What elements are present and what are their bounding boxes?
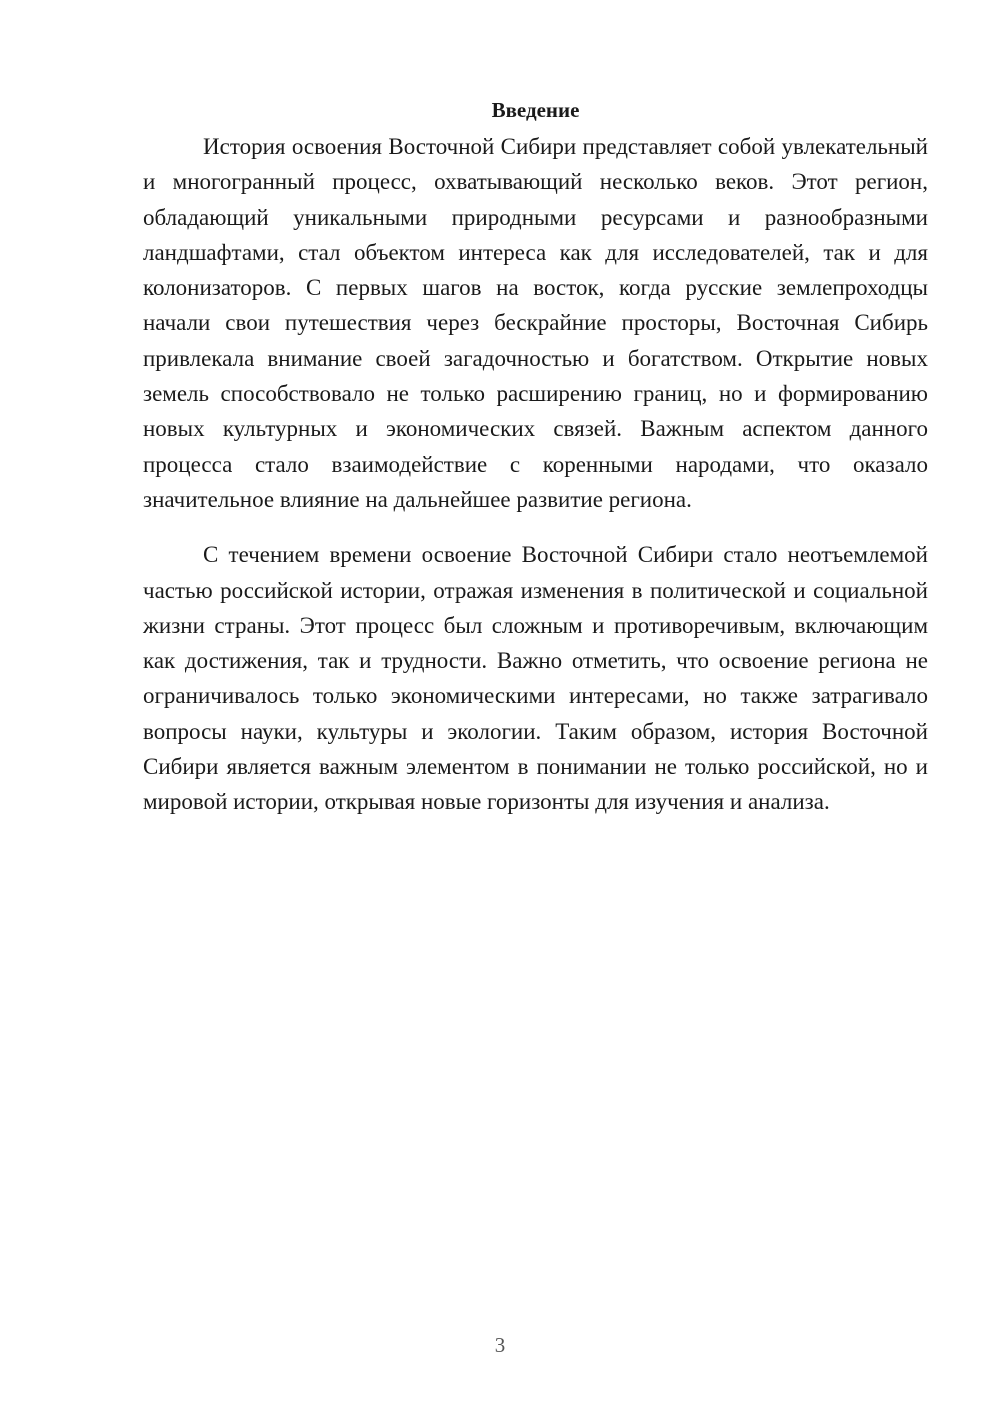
paragraph-2: С течением времени освоение Восточной Сибири стало неотъемлемой частью российской истории, отражая изменения в политической и социальной жизни страны. Этот процесс был сложным и противоречивым, включающим как достижения, так и трудности. Важно отметить, что освоение региона не ограничивалось только экономическими интересами, но также затрагивало вопросы науки, культуры и экологии. Таким образом, история Восточной Сибири является важным элементом в понимании не только российской, но и мировой истории, открывая новые горизонты для изучения и анализа. xyxy=(143,542,928,815)
page-content xyxy=(143,95,928,820)
section-title: Введение xyxy=(491,98,580,122)
page-number: 3 xyxy=(494,1333,506,1357)
paragraph-1: История освоения Восточной Сибири представляет собой увлекательный и многогранный процесс, охватывающий несколько веков. Этот регион, обладающий уникальными природными ресурсами и разнообразными ландшафтами, стал объектом интереса как для исследователей, так и для колонизаторов. С первых шагов на восток, когда русские землепроходцы начали свои путешествия через бескрайние просторы, Восточная Сибирь привлекала внимание своей загадочностью и богатством. Открытие новых земель способствовало не только расширению границ, но и формированию новых культурных и экономических связей. Важным аспектом данного процесса стало взаимодействие с коренными народами, что оказало значительное влияние на дальнейшее развитие региона. xyxy=(143,134,928,512)
